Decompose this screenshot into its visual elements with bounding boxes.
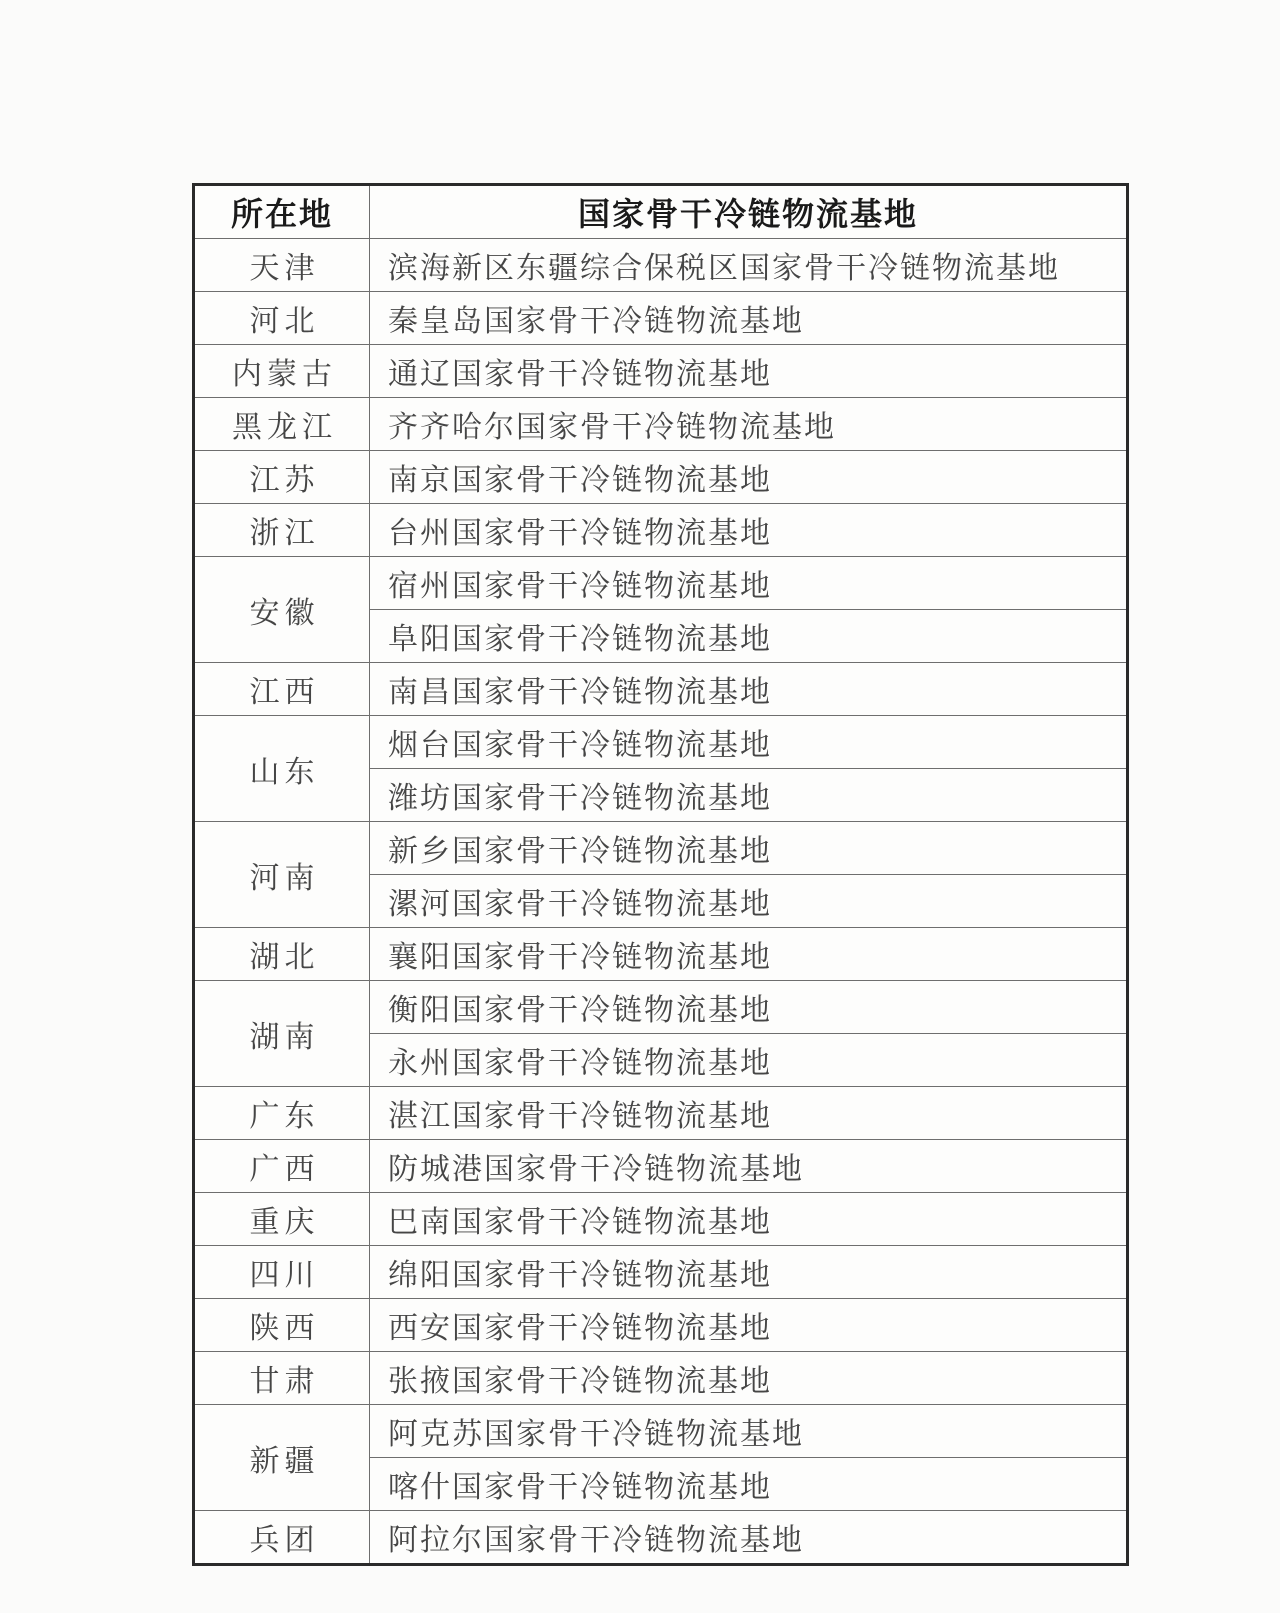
location-cell: 江西 (194, 663, 370, 716)
table-row (194, 981, 1128, 1034)
table-row (194, 345, 1128, 398)
table-row (194, 1405, 1128, 1458)
location-cell: 重庆 (194, 1193, 370, 1246)
base-cell: 台州国家骨干冷链物流基地 (370, 504, 1128, 557)
base-cell: 潍坊国家骨干冷链物流基地 (370, 769, 1128, 822)
table-row (194, 1352, 1128, 1405)
location-cell: 陕西 (194, 1299, 370, 1352)
table-row (194, 663, 1128, 716)
table-row (194, 1246, 1128, 1299)
base-cell: 宿州国家骨干冷链物流基地 (370, 557, 1128, 610)
base-cell: 阜阳国家骨干冷链物流基地 (370, 610, 1128, 663)
table-row (194, 398, 1128, 451)
base-cell: 通辽国家骨干冷链物流基地 (370, 345, 1128, 398)
base-cell: 烟台国家骨干冷链物流基地 (370, 716, 1128, 769)
table-row (194, 1511, 1128, 1565)
base-cell: 永州国家骨干冷链物流基地 (370, 1034, 1128, 1087)
location-cell: 广西 (194, 1140, 370, 1193)
base-cell: 阿克苏国家骨干冷链物流基地 (370, 1405, 1128, 1458)
base-cell: 漯河国家骨干冷链物流基地 (370, 875, 1128, 928)
table-row (194, 928, 1128, 981)
location-cell: 江苏 (194, 451, 370, 504)
location-cell: 内蒙古 (194, 345, 370, 398)
base-cell: 南京国家骨干冷链物流基地 (370, 451, 1128, 504)
base-cell: 防城港国家骨干冷链物流基地 (370, 1140, 1128, 1193)
table-row (194, 716, 1128, 769)
base-cell: 新乡国家骨干冷链物流基地 (370, 822, 1128, 875)
base-cell: 齐齐哈尔国家骨干冷链物流基地 (370, 398, 1128, 451)
base-cell: 西安国家骨干冷链物流基地 (370, 1299, 1128, 1352)
location-cell: 湖北 (194, 928, 370, 981)
table-row (194, 239, 1128, 292)
location-cell: 甘肃 (194, 1352, 370, 1405)
location-cell: 浙江 (194, 504, 370, 557)
table-row (194, 292, 1128, 345)
header-row (194, 185, 1128, 239)
base-cell: 南昌国家骨干冷链物流基地 (370, 663, 1128, 716)
table-row (194, 557, 1128, 610)
table-row (194, 504, 1128, 557)
table-row (194, 1193, 1128, 1246)
table-row (194, 822, 1128, 875)
base-cell: 阿拉尔国家骨干冷链物流基地 (370, 1511, 1128, 1565)
location-cell: 河北 (194, 292, 370, 345)
location-cell: 四川 (194, 1246, 370, 1299)
base-cell: 巴南国家骨干冷链物流基地 (370, 1193, 1128, 1246)
header-base: 国家骨干冷链物流基地 (370, 185, 1128, 239)
location-cell: 兵团 (194, 1511, 370, 1565)
location-cell: 广东 (194, 1087, 370, 1140)
base-cell: 滨海新区东疆综合保税区国家骨干冷链物流基地 (370, 239, 1128, 292)
location-cell: 天津 (194, 239, 370, 292)
base-cell: 衡阳国家骨干冷链物流基地 (370, 981, 1128, 1034)
table-row (194, 1299, 1128, 1352)
location-cell: 新疆 (194, 1405, 370, 1511)
table-row (194, 451, 1128, 504)
base-cell: 绵阳国家骨干冷链物流基地 (370, 1246, 1128, 1299)
table-row (194, 1087, 1128, 1140)
location-cell: 安徽 (194, 557, 370, 663)
location-cell: 山东 (194, 716, 370, 822)
header-location: 所在地 (194, 185, 370, 239)
base-cell: 秦皇岛国家骨干冷链物流基地 (370, 292, 1128, 345)
table-row (194, 1140, 1128, 1193)
base-cell: 襄阳国家骨干冷链物流基地 (370, 928, 1128, 981)
base-cell: 湛江国家骨干冷链物流基地 (370, 1087, 1128, 1140)
location-cell: 湖南 (194, 981, 370, 1087)
base-cell: 张掖国家骨干冷链物流基地 (370, 1352, 1128, 1405)
location-cell: 黑龙江 (194, 398, 370, 451)
cold-chain-base-table (192, 183, 1129, 1566)
base-cell: 喀什国家骨干冷链物流基地 (370, 1458, 1128, 1511)
location-cell: 河南 (194, 822, 370, 928)
